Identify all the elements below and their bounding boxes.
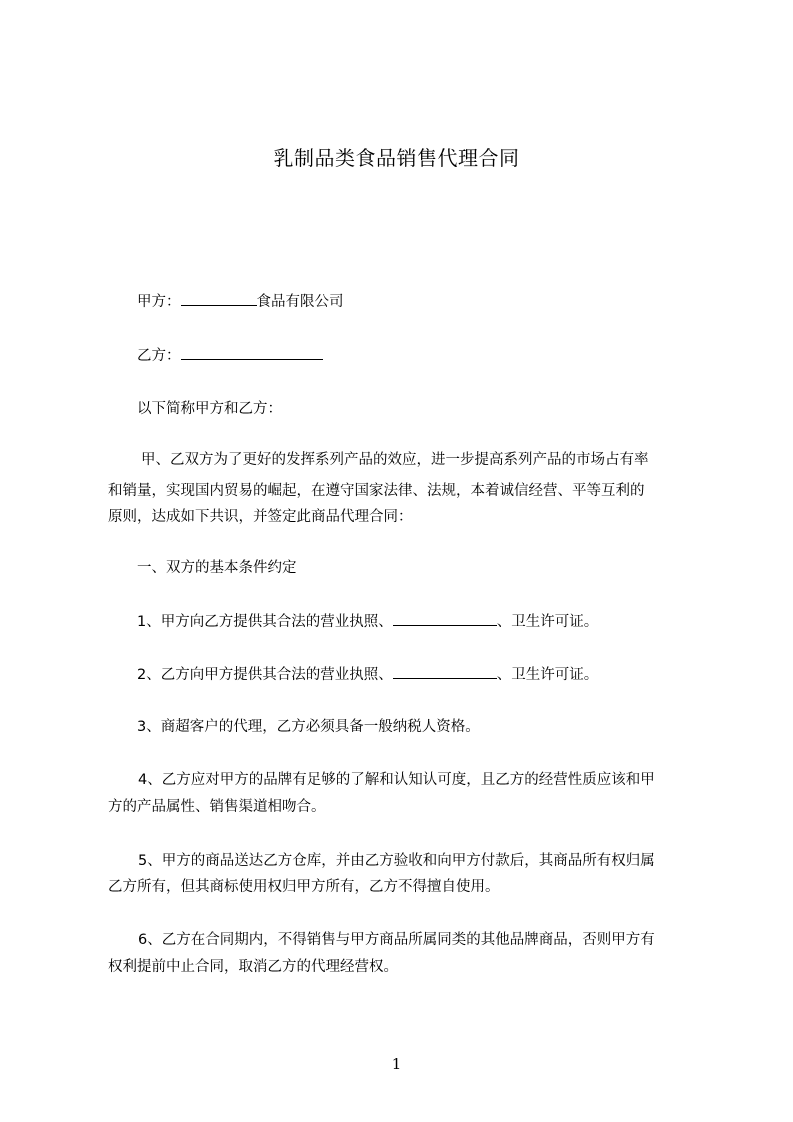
clause-2: [137, 664, 598, 685]
abbrev-line: 以下简称甲方和乙方：: [137, 401, 282, 417]
party-a-line: [137, 291, 344, 312]
clause-2-prefix: 2、乙方向甲方提供其合法的营业执照、: [137, 667, 393, 683]
party-a-suffix: 食品有限公司: [256, 294, 344, 310]
clause-6-line-2: 权利提前中止合同，取消乙方的代理经营权。: [108, 959, 398, 975]
intro-line-3: 原则，达成如下共识，并签定此商品代理合同：: [108, 509, 413, 525]
party-b-blank: [181, 345, 323, 360]
clause-5-line-1: 5、甲方的商品送达乙方仓库，并由乙方验收和向甲方付款后，其商品所有权归属: [138, 853, 655, 869]
page-number: 1: [391, 1055, 402, 1073]
clause-1: [137, 611, 598, 632]
party-a-blank: [181, 291, 257, 306]
clause-6-line-1: 6、乙方在合同期内，不得销售与甲方商品所属同类的其他品牌商品，否则甲方有: [138, 932, 655, 948]
intro-line-2: 和销量，实现国内贸易的崛起，在遵守国家法律、法规，本着诚信经营、平等互利的: [108, 483, 645, 499]
party-b-line: [137, 345, 323, 366]
clause-2-blank: [393, 664, 497, 679]
document-title: 乳制品类食品销售代理合同: [273, 146, 520, 170]
clause-5-line-2: 乙方所有，但其商标使用权归甲方所有，乙方不得擅自使用。: [108, 879, 500, 895]
clause-2-suffix: 、卫生许可证。: [496, 667, 599, 683]
clause-3: 3、商超客户的代理，乙方必须具备一般纳税人资格。: [137, 719, 480, 735]
intro-line-1: 甲、乙双方为了更好的发挥系列产品的效应，进一步提高系列产品的市场占有率: [141, 452, 649, 468]
clause-4-line-1: 4、乙方应对甲方的品牌有足够的了解和认知认可度，且乙方的经营性质应该和甲: [138, 772, 655, 788]
party-b-label: 乙方：: [137, 348, 181, 364]
party-a-label: 甲方：: [137, 294, 181, 310]
clause-1-prefix: 1、甲方向乙方提供其合法的营业执照、: [137, 614, 393, 630]
section-1-heading: 一、双方的基本条件约定: [137, 560, 297, 576]
clause-1-blank: [393, 611, 497, 626]
clause-1-suffix: 、卫生许可证。: [496, 614, 599, 630]
clause-4-line-2: 方的产品属性、销售渠道相吻合。: [108, 799, 326, 815]
